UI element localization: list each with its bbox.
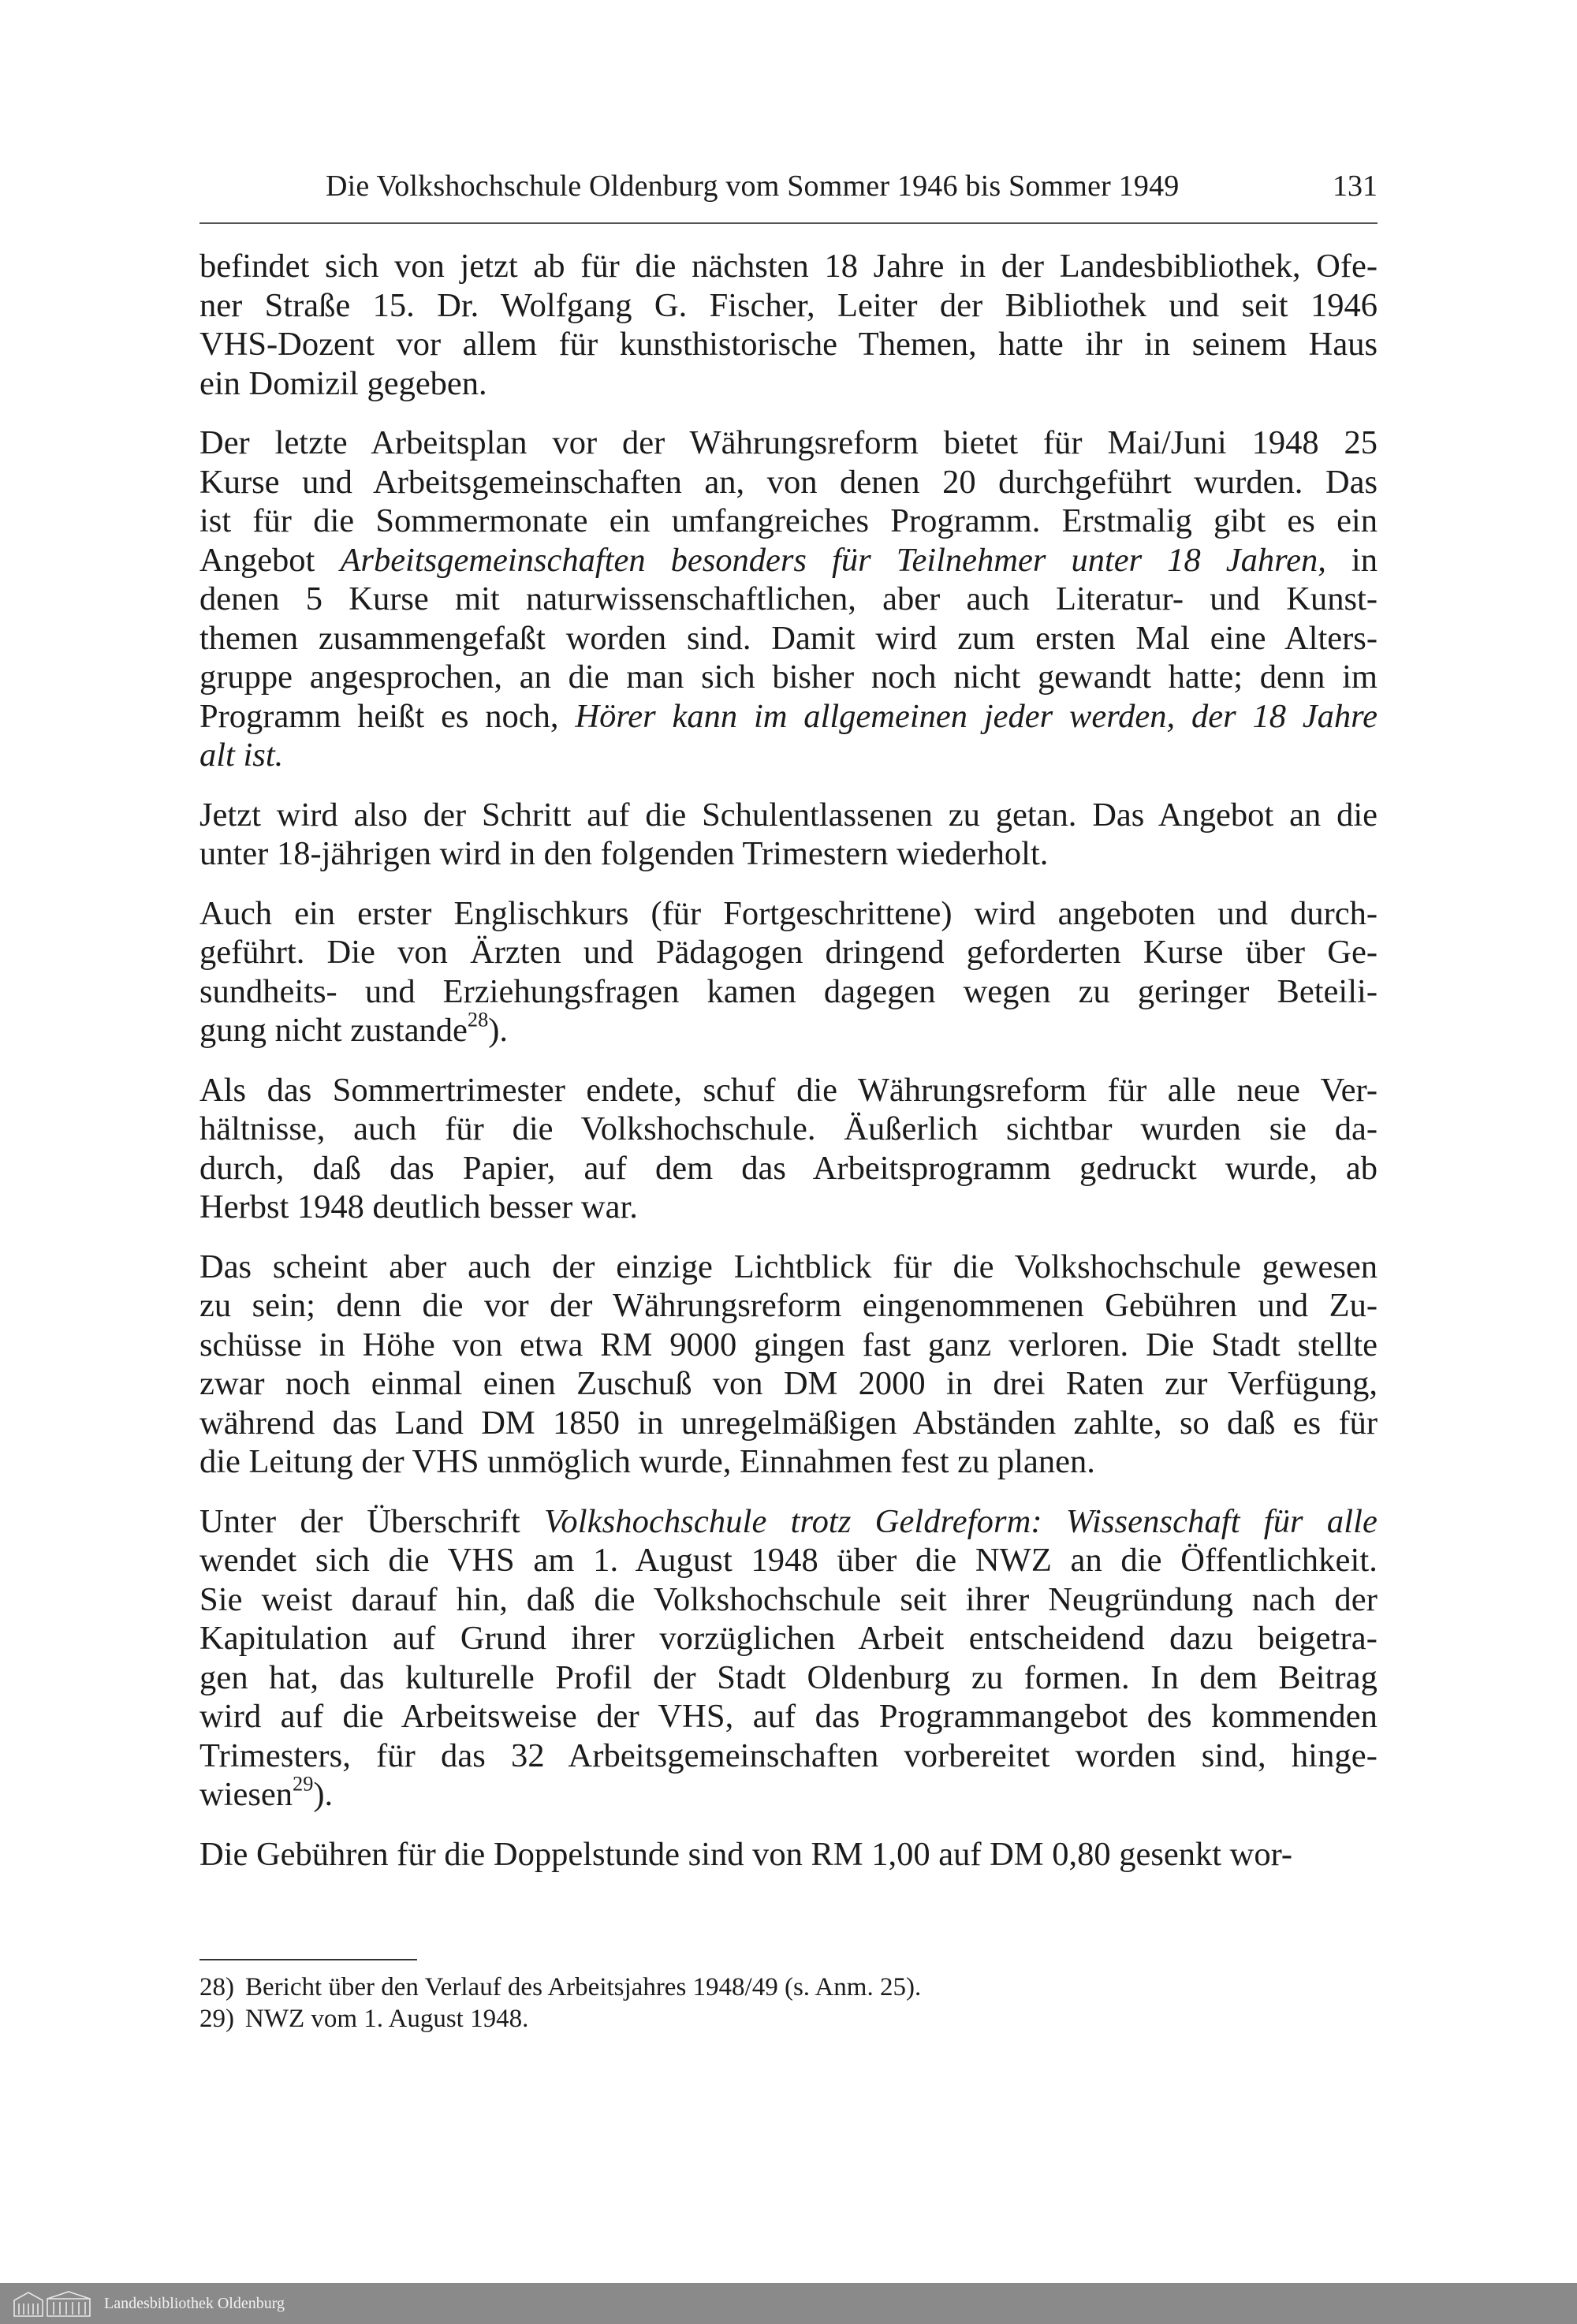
- text-line: [199, 658, 1378, 697]
- line-text: Jetzt wird also der Schritt auf die Schulentlassenen zu getan. Das Angebot an die: [199, 796, 1378, 834]
- footnote-mark: 28): [199, 1973, 234, 2001]
- line-text: sundheits- und Erziehungsfragen kamen dagegen wegen zu geringer Beteili-: [199, 972, 1378, 1010]
- footnote-text: Bericht über den Verlauf des Arbeitsjahres 1948/49 (s. Anm. 25).: [245, 1973, 922, 2001]
- text-line: [199, 1008, 1378, 1050]
- italic-quote: Hörer kann im allgemeinen jeder werden, der 18 Jahre: [575, 697, 1378, 735]
- text-line: [199, 697, 1378, 737]
- footnote-reference: 28: [467, 1008, 489, 1031]
- line-text: geführt. Die von Ärzten und Pädagogen dringend geforderten Kurse über Ge-: [199, 934, 1378, 971]
- page-number: 131: [1333, 170, 1378, 203]
- text-line: [199, 580, 1378, 619]
- text-line: [199, 541, 1378, 580]
- running-header: [199, 162, 1378, 224]
- paragraph: [199, 894, 1378, 1050]
- text-line: [199, 1110, 1378, 1149]
- footnote: [199, 2003, 1146, 2035]
- text-line: [199, 325, 1378, 364]
- text-line: [199, 1835, 1378, 1874]
- italic-quote: Volkshochschule trotz Geldreform: Wissenschaft für alle: [544, 1502, 1378, 1540]
- footnote-divider: [199, 1959, 417, 1960]
- text-line: [199, 463, 1378, 502]
- paragraph: [199, 247, 1378, 403]
- line-text: Kapitulation auf Grund ihrer vorzüglichen Arbeit entscheidend dazu beigetra-: [199, 1620, 1378, 1657]
- text-line: [199, 364, 1378, 404]
- line-text: in: [1325, 541, 1378, 579]
- line-text: unter 18-jährigen wird in den folgenden Trimestern wiederholt.: [199, 835, 1049, 872]
- line-text: ist für die Sommermonate ein umfangreiches Programm. Erstmalig gibt es ein: [199, 502, 1378, 539]
- line-text: denen 5 Kurse mit naturwissenschaftlichen, aber auch Literatur- und Kunst-: [199, 580, 1378, 617]
- line-text: ner Straße 15. Dr. Wolfgang G. Fischer, Leiter der Bibliothek und seit 1946: [199, 286, 1378, 324]
- footer-bar: [0, 2283, 1577, 2324]
- line-text: Trimesters, für das 32 Arbeitsgemeinschaften vorbereitet worden sind, hinge-: [199, 1736, 1378, 1774]
- footnote: [199, 1971, 1146, 2003]
- line-text: Sie weist darauf hin, daß die Volkshochschule seit ihrer Neugründung nach der: [199, 1580, 1378, 1618]
- line-text: ).: [488, 1012, 509, 1049]
- text-line: [199, 247, 1378, 286]
- paragraph: [199, 796, 1378, 874]
- text-line: [199, 1541, 1378, 1580]
- text-line: [199, 286, 1378, 326]
- line-text: gen hat, das kulturelle Profil der Stadt Oldenburg zu formen. In dem Beitrag: [199, 1658, 1378, 1696]
- footnote-text: NWZ vom 1. August 1948.: [245, 2005, 529, 2033]
- line-text: während das Land DM 1850 in unregelmäßigen Abständen zahlte, so daß es für: [199, 1404, 1378, 1442]
- line-text: schüsse in Höhe von etwa RM 9000 gingen fast ganz verloren. Die Stadt stellte: [199, 1326, 1378, 1363]
- text-line: [199, 796, 1378, 835]
- line-text: themen zusammengefaßt worden sind. Damit wird zum ersten Mal eine Alters-: [199, 619, 1378, 657]
- line-text: zu sein; denn die vor der Währungsreform eingenommenen Gebühren und Zu-: [199, 1287, 1378, 1324]
- line-text: gung nicht zustande: [199, 1012, 468, 1049]
- text-line: [199, 1188, 1378, 1227]
- line-text: wiesen: [199, 1776, 293, 1813]
- line-text: Das scheint aber auch der einzige Lichtblick für die Volkshochschule gewesen: [199, 1248, 1378, 1285]
- text-line: [199, 933, 1378, 972]
- line-text: wendet sich die VHS am 1. August 1948 über die NWZ an die Öffentlichkeit.: [199, 1542, 1378, 1579]
- text-line: [199, 1619, 1378, 1658]
- text-line: [199, 1580, 1378, 1620]
- line-text: hältnisse, auch für die Volkshochschule. Äußerlich sichtbar wurden sie da-: [199, 1110, 1378, 1147]
- footnote-mark: 29): [199, 2005, 234, 2033]
- paragraph: [199, 423, 1378, 775]
- text-line: [199, 1326, 1378, 1365]
- line-text: Angebot: [199, 541, 341, 579]
- line-text: ein Domizil gegeben.: [199, 364, 487, 402]
- text-line: [199, 423, 1378, 463]
- text-line: [199, 1364, 1378, 1404]
- text-line: [199, 894, 1378, 934]
- line-text: Unter der Überschrift: [199, 1502, 545, 1540]
- running-header-title: Die Volkshochschule Oldenburg vom Sommer 1946 bis Sommer 1949: [326, 170, 1180, 203]
- paragraph: [199, 1071, 1378, 1227]
- paragraph: [199, 1248, 1378, 1482]
- line-text: Der letzte Arbeitsplan vor der Währungsreform bietet für Mai/Juni 1948 25: [199, 424, 1378, 461]
- line-text: Auch ein erster Englischkurs (für Fortgeschrittene) wird angeboten und durch-: [199, 894, 1378, 932]
- text-line: [199, 1286, 1378, 1326]
- paragraph: [199, 1835, 1378, 1874]
- text-line: [199, 1658, 1378, 1698]
- text-line: [199, 834, 1378, 874]
- line-text: Programm heißt es noch,: [199, 697, 576, 735]
- text-line: [199, 1772, 1378, 1815]
- italic-quote: alt ist.: [199, 737, 284, 774]
- library-building-icon: [11, 2289, 93, 2318]
- text-line: [199, 1697, 1378, 1736]
- footnotes: [199, 1971, 1146, 2035]
- body-text: [199, 247, 1378, 1894]
- line-text: wird auf die Arbeitsweise der VHS, auf das Programmangebot des kommenden: [199, 1698, 1378, 1735]
- line-text: ).: [313, 1776, 334, 1813]
- footer-label: Landesbibliothek Oldenburg: [104, 2295, 285, 2312]
- text-line: [199, 1502, 1378, 1542]
- line-text: VHS-Dozent vor allem für kunsthistorische Themen, hatte ihr in seinem Haus: [199, 326, 1378, 363]
- text-line: [199, 1736, 1378, 1776]
- line-text: Die Gebühren für die Doppelstunde sind von RM 1,00 auf DM 0,80 gesenkt wor-: [199, 1835, 1293, 1873]
- italic-quote: Arbeitsgemeinschaften besonders für Teilnehmer unter 18 Jahren,: [340, 541, 1326, 579]
- line-text: zwar noch einmal einen Zuschuß von DM 2000 in drei Raten zur Verfügung,: [199, 1365, 1378, 1402]
- text-line: [199, 1149, 1378, 1188]
- paragraph: [199, 1502, 1378, 1815]
- text-line: [199, 619, 1378, 658]
- line-text: die Leitung der VHS unmöglich wurde, Einnahmen fest zu planen.: [199, 1443, 1095, 1480]
- line-text: Herbst 1948 deutlich besser war.: [199, 1188, 638, 1225]
- footnote-reference: 29: [293, 1772, 314, 1796]
- line-text: durch, daß das Papier, auf dem das Arbeitsprogramm gedruckt wurde, ab: [199, 1149, 1378, 1187]
- text-line: [199, 1248, 1378, 1287]
- text-line: [199, 1442, 1378, 1482]
- line-text: gruppe angesprochen, an die man sich bisher noch nicht gewandt hatte; denn im: [199, 658, 1378, 696]
- line-text: befindet sich von jetzt ab für die nächsten 18 Jahre in der Landesbibliothek, Ofe-: [199, 248, 1378, 285]
- text-line: [199, 1404, 1378, 1443]
- text-line: [199, 1071, 1378, 1110]
- line-text: Als das Sommertrimester endete, schuf die Währungsreform für alle neue Ver-: [199, 1071, 1378, 1109]
- text-line: [199, 736, 1378, 775]
- text-line: [199, 972, 1378, 1012]
- line-text: Kurse und Arbeitsgemeinschaften an, von denen 20 durchgeführt wurden. Das: [199, 463, 1378, 501]
- text-line: [199, 502, 1378, 541]
